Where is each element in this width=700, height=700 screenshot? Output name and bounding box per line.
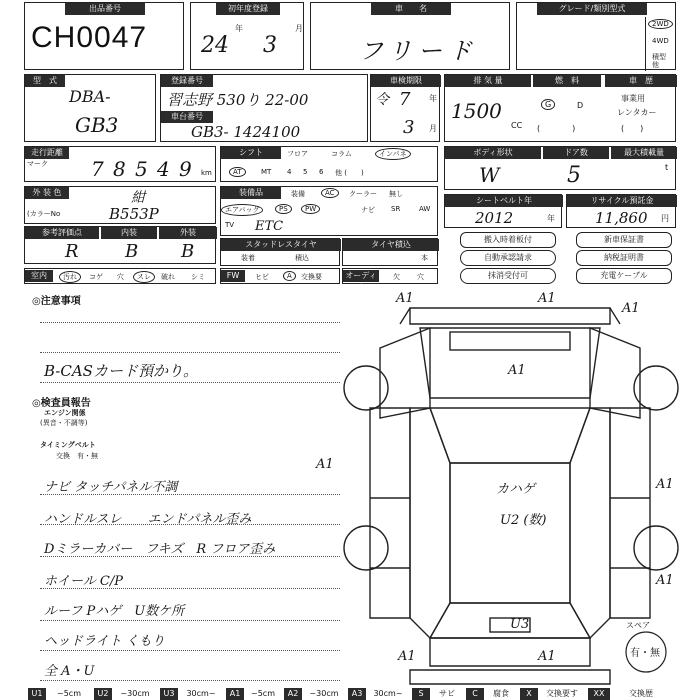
drive-2wd: 2WD	[648, 19, 673, 29]
legend-val-a1: ~5cm	[244, 688, 282, 700]
cabin-right	[570, 408, 610, 638]
tire-unit: 本	[421, 254, 428, 262]
recycle-unit: 円	[661, 214, 669, 223]
tire-box	[342, 238, 438, 266]
mark-a1-left-door: A1	[316, 457, 334, 472]
inspection-year-unit: 年	[429, 94, 437, 103]
seatbelt-year: 2012	[475, 209, 514, 227]
audio-label: オーディオ	[343, 270, 379, 282]
engine-box	[444, 74, 676, 142]
model-code: GB3	[75, 113, 119, 137]
doc-arrival-plate: 搬入時着板付	[460, 232, 556, 248]
interior-dirt: 汚れ	[59, 271, 81, 283]
interior-row-label: 室内	[25, 270, 53, 282]
fuel-diesel: D	[577, 101, 584, 110]
mark-a1-right-door: A1	[656, 477, 674, 492]
shift-box	[220, 146, 438, 182]
inspection-box	[370, 74, 440, 142]
audio-missing: 欠	[393, 273, 400, 281]
fw-row	[220, 268, 340, 284]
report-rule-5	[40, 620, 340, 621]
report-item-7: 全 A・U	[44, 664, 95, 679]
audio-row	[342, 268, 438, 292]
trans-other: 他 ( )	[335, 169, 364, 177]
equipment-box	[220, 186, 438, 236]
left-side	[370, 408, 410, 618]
first-reg-year-unit: 年	[235, 24, 243, 33]
notes-rule-1	[40, 322, 340, 323]
mileage-digit-1: 7	[91, 157, 104, 181]
equip-none: 無し	[389, 190, 403, 198]
equip-tv-label: TV	[225, 221, 235, 229]
spare-label: スペア	[626, 621, 650, 630]
mileage-digit-3: 5	[135, 157, 148, 181]
registration-box	[160, 74, 368, 142]
legend-key-c: C	[466, 688, 484, 700]
fw-crack: ヒビ	[255, 273, 269, 281]
notes-title: ◎注意事項	[32, 296, 81, 307]
mark-roof-note: カハゲ	[496, 482, 536, 497]
body-box	[444, 146, 676, 190]
mark-a1-front-left: A1	[396, 291, 414, 306]
first-reg-month: 3	[263, 33, 277, 58]
mileage-label: 走行距離	[25, 147, 69, 159]
chassis-number: GB3- 1424100	[191, 123, 301, 141]
report-timing-sub: 交換 有・無	[56, 452, 98, 460]
equip-pw: PW	[301, 204, 320, 214]
mark-a1-right-rear: A1	[656, 573, 674, 588]
report-item-4: ホイール C/P	[44, 574, 123, 589]
legend-key-u3: U3	[160, 688, 178, 700]
car-name-label: 車 名	[371, 3, 451, 15]
front-bumper	[410, 308, 610, 324]
inspection-year: 7	[399, 89, 411, 110]
right-side	[610, 408, 650, 618]
report-rule-6	[40, 650, 340, 651]
fw-label: FW	[221, 270, 245, 282]
legend-val-c: 腐食	[484, 688, 518, 700]
notes-line-1: B-CASカード預かり。	[44, 362, 198, 380]
usage-label: 車 歴	[605, 75, 677, 87]
equip-etc: ETC	[255, 219, 284, 234]
report-rule-7	[40, 680, 340, 681]
report-timing-label: タイミングベルト	[40, 441, 96, 449]
mark-roof-u2: U2 (数)	[500, 513, 547, 528]
report-item-2: ハンドルスレ エンドパネル歪み	[44, 512, 252, 527]
mileage-digit-2: 8	[113, 157, 126, 181]
reg-number: 習志野 530り 22-00	[167, 91, 309, 109]
equip-sr: SR	[391, 205, 401, 213]
hood-inner	[450, 332, 570, 350]
equip-ac: AC	[321, 188, 339, 198]
doors-label: ドア数	[543, 147, 609, 159]
studless-loaded: 積込	[295, 254, 309, 262]
exterior-grade: B	[181, 241, 195, 262]
legend-val-u1: ~5cm	[46, 688, 92, 700]
studless-box	[220, 238, 340, 266]
wheel-front-left	[344, 366, 388, 410]
color-code: B553P	[109, 205, 159, 223]
rear-bumper	[410, 670, 610, 684]
grades-box	[24, 226, 216, 264]
trans-5: 5	[303, 168, 308, 176]
usage-rental: レンタカー	[617, 108, 657, 117]
doc-tax-cert: 納税証明書	[576, 250, 672, 266]
load-label: 最大積載量	[611, 147, 677, 159]
grade-box	[516, 2, 676, 70]
wheel-rear-right	[634, 526, 678, 570]
doc-cancel-accept: 抹消受付可	[460, 268, 556, 284]
report-item-5: ルーフ Pハゲ U数ケ所	[44, 604, 185, 619]
mileage-digit-5: 9	[179, 157, 192, 181]
lot-number-label: 出品番号	[65, 3, 145, 15]
exterior-grade-label: 外装	[159, 227, 217, 239]
mark-a1-rear-mid: A1	[538, 649, 556, 664]
recycle-label: リサイクル預託金	[567, 195, 677, 207]
trans-6: 6	[319, 168, 324, 176]
interior-row	[24, 268, 216, 284]
mileage-box	[24, 146, 216, 182]
legend-key-xx: XX	[588, 688, 610, 700]
grade-label: グレード/類別型式	[537, 3, 647, 15]
report-item-1: ナビ タッチパネル不調	[44, 480, 178, 495]
shift-label: シフト	[221, 147, 281, 159]
recycle-value: 11,860	[595, 209, 648, 227]
legend-val-a3: 30cm~	[366, 688, 410, 700]
report-item-3: Dミラーカバー フキズ R フロア歪み	[44, 542, 276, 557]
reg-number-label: 登録番号	[161, 75, 213, 87]
fuel-label: 燃 料	[533, 75, 601, 87]
first-reg-year: 24	[201, 33, 229, 58]
lot-number-box	[24, 2, 184, 70]
legend-val-s: サビ	[430, 688, 464, 700]
usage-business: 事業用	[621, 94, 645, 103]
ref-grade: R	[65, 241, 79, 262]
mark-u3-rear: U3	[510, 617, 530, 632]
spare-value: 有・無	[630, 648, 660, 659]
studless-label: スタッドレスタイヤ	[221, 239, 341, 251]
inspection-month-unit: 月	[429, 124, 437, 133]
color-box	[24, 186, 216, 224]
interior-grade: B	[125, 241, 139, 262]
car-name-box	[310, 2, 510, 70]
report-item-6: ヘッドライト くもり	[44, 634, 165, 649]
mark-a1-rear-left: A1	[398, 649, 416, 664]
interior-grade-label: 内装	[101, 227, 157, 239]
shift-inpane: インパネ	[375, 148, 411, 160]
color-label: 外 装 色	[25, 187, 69, 199]
inspection-label: 車検期限	[371, 75, 441, 87]
equip-standard: 装備	[291, 190, 305, 198]
legend-val-u3: 30cm~	[178, 688, 224, 700]
doc-new-warranty: 新車保証書	[576, 232, 672, 248]
legend-key-u2: U2	[94, 688, 112, 700]
fw-replace: 交換要	[301, 273, 322, 281]
rear-gate	[430, 638, 590, 666]
drive-4wd: 4WD	[652, 37, 669, 45]
legend-key-u1: U1	[28, 688, 46, 700]
front-right-corner	[610, 308, 620, 324]
displacement: 1500	[451, 99, 502, 123]
report-title: ◎検査員報告	[32, 398, 91, 409]
notes-rule-3	[40, 382, 340, 383]
inspection-month: 3	[403, 117, 415, 138]
studless-fitted: 装着	[241, 254, 255, 262]
interior-tear: 破れ	[161, 273, 175, 281]
mileage-digit-4: 4	[157, 157, 170, 181]
displacement-cc: CC	[511, 121, 523, 130]
inspection-era: 令	[375, 92, 389, 108]
equip-navi: ナビ	[361, 206, 375, 214]
equipment-label: 装備品	[221, 187, 281, 199]
legend-val-xx: 交換歴	[610, 688, 672, 700]
front-left-corner	[400, 308, 410, 324]
windshield	[430, 408, 590, 463]
displacement-label: 排 気 量	[445, 75, 531, 87]
legend-key-a1: A1	[226, 688, 244, 700]
tire-label: タイヤ積込	[343, 239, 439, 251]
report-engine-label: エンジン関係	[44, 409, 86, 417]
recycle-box	[566, 194, 676, 228]
equip-cooler: クーラー	[349, 190, 377, 198]
lot-number: CH0047	[31, 21, 148, 54]
model-prefix: DBA-	[69, 87, 111, 106]
mileage-mark-label: マーク	[27, 160, 48, 168]
audio-hole: 穴	[417, 273, 424, 281]
legend-val-u2: ~30cm	[112, 688, 158, 700]
legend-val-x: 交換要す	[538, 688, 586, 700]
equip-airbag: エアバッグ	[221, 204, 263, 216]
usage-other: ( )	[621, 124, 644, 133]
load-unit: t	[665, 163, 669, 172]
interior-hole: 穴	[117, 273, 124, 281]
chassis-label: 車台番号	[161, 111, 213, 123]
body-shape: W	[479, 163, 500, 187]
cabin-left	[410, 408, 450, 638]
wheel-rear-left	[344, 526, 388, 570]
doors-value: 5	[567, 163, 581, 188]
doc-auto-approval: 自動承認請求	[460, 250, 556, 266]
doc-charge-cable: 充電ケーブル	[576, 268, 672, 284]
interior-burn: コゲ	[89, 273, 103, 281]
interior-stain: シミ	[191, 273, 205, 281]
fw-a: A	[283, 271, 296, 281]
car-name: フリード	[359, 37, 479, 65]
seatbelt-box	[444, 194, 562, 228]
trans-mt: MT	[261, 168, 272, 176]
first-reg-month-unit: 月	[295, 24, 303, 33]
car-damage-diagram	[316, 288, 690, 686]
equip-aw: AW	[419, 205, 431, 213]
mark-a1-front-right: A1	[622, 301, 640, 316]
interior-scuff: スレ	[133, 271, 155, 283]
trans-at: AT	[229, 167, 246, 177]
legend-key-a2: A2	[284, 688, 302, 700]
equip-ps: PS	[275, 204, 292, 214]
mark-a1-hood: A1	[508, 363, 526, 378]
drive-column	[645, 17, 677, 71]
color-code-label: (カラーNo	[27, 210, 61, 218]
legend-key-x: X	[520, 688, 538, 700]
mark-a1-front-mid: A1	[538, 291, 556, 306]
seatbelt-label: シートベルト年	[445, 195, 563, 207]
color-value: 紺	[131, 190, 145, 206]
seatbelt-year-unit: 年	[547, 214, 555, 223]
ref-grade-label: 参考評価点	[25, 227, 99, 239]
shift-floor: フロア	[287, 150, 308, 158]
fuel-other: ( )	[537, 124, 576, 133]
trans-4: 4	[287, 168, 292, 176]
body-shape-label: ボディ形状	[445, 147, 541, 159]
legend-key-a3: A3	[348, 688, 366, 700]
first-reg-label: 初年度登録	[216, 3, 280, 15]
notes-rule-2	[40, 352, 340, 353]
drive-other: 積型 他	[652, 53, 666, 69]
first-registration-box	[190, 2, 304, 70]
legend-val-a2: ~30cm	[302, 688, 346, 700]
model-label: 型 式	[25, 75, 65, 87]
fuel-gasoline: G	[541, 99, 555, 110]
report-engine-sub: (異音・不調等)	[40, 419, 88, 427]
shift-column: コラム	[331, 150, 352, 158]
model-box	[24, 74, 156, 142]
legend-key-s: S	[412, 688, 430, 700]
mileage-unit: km	[201, 169, 212, 177]
